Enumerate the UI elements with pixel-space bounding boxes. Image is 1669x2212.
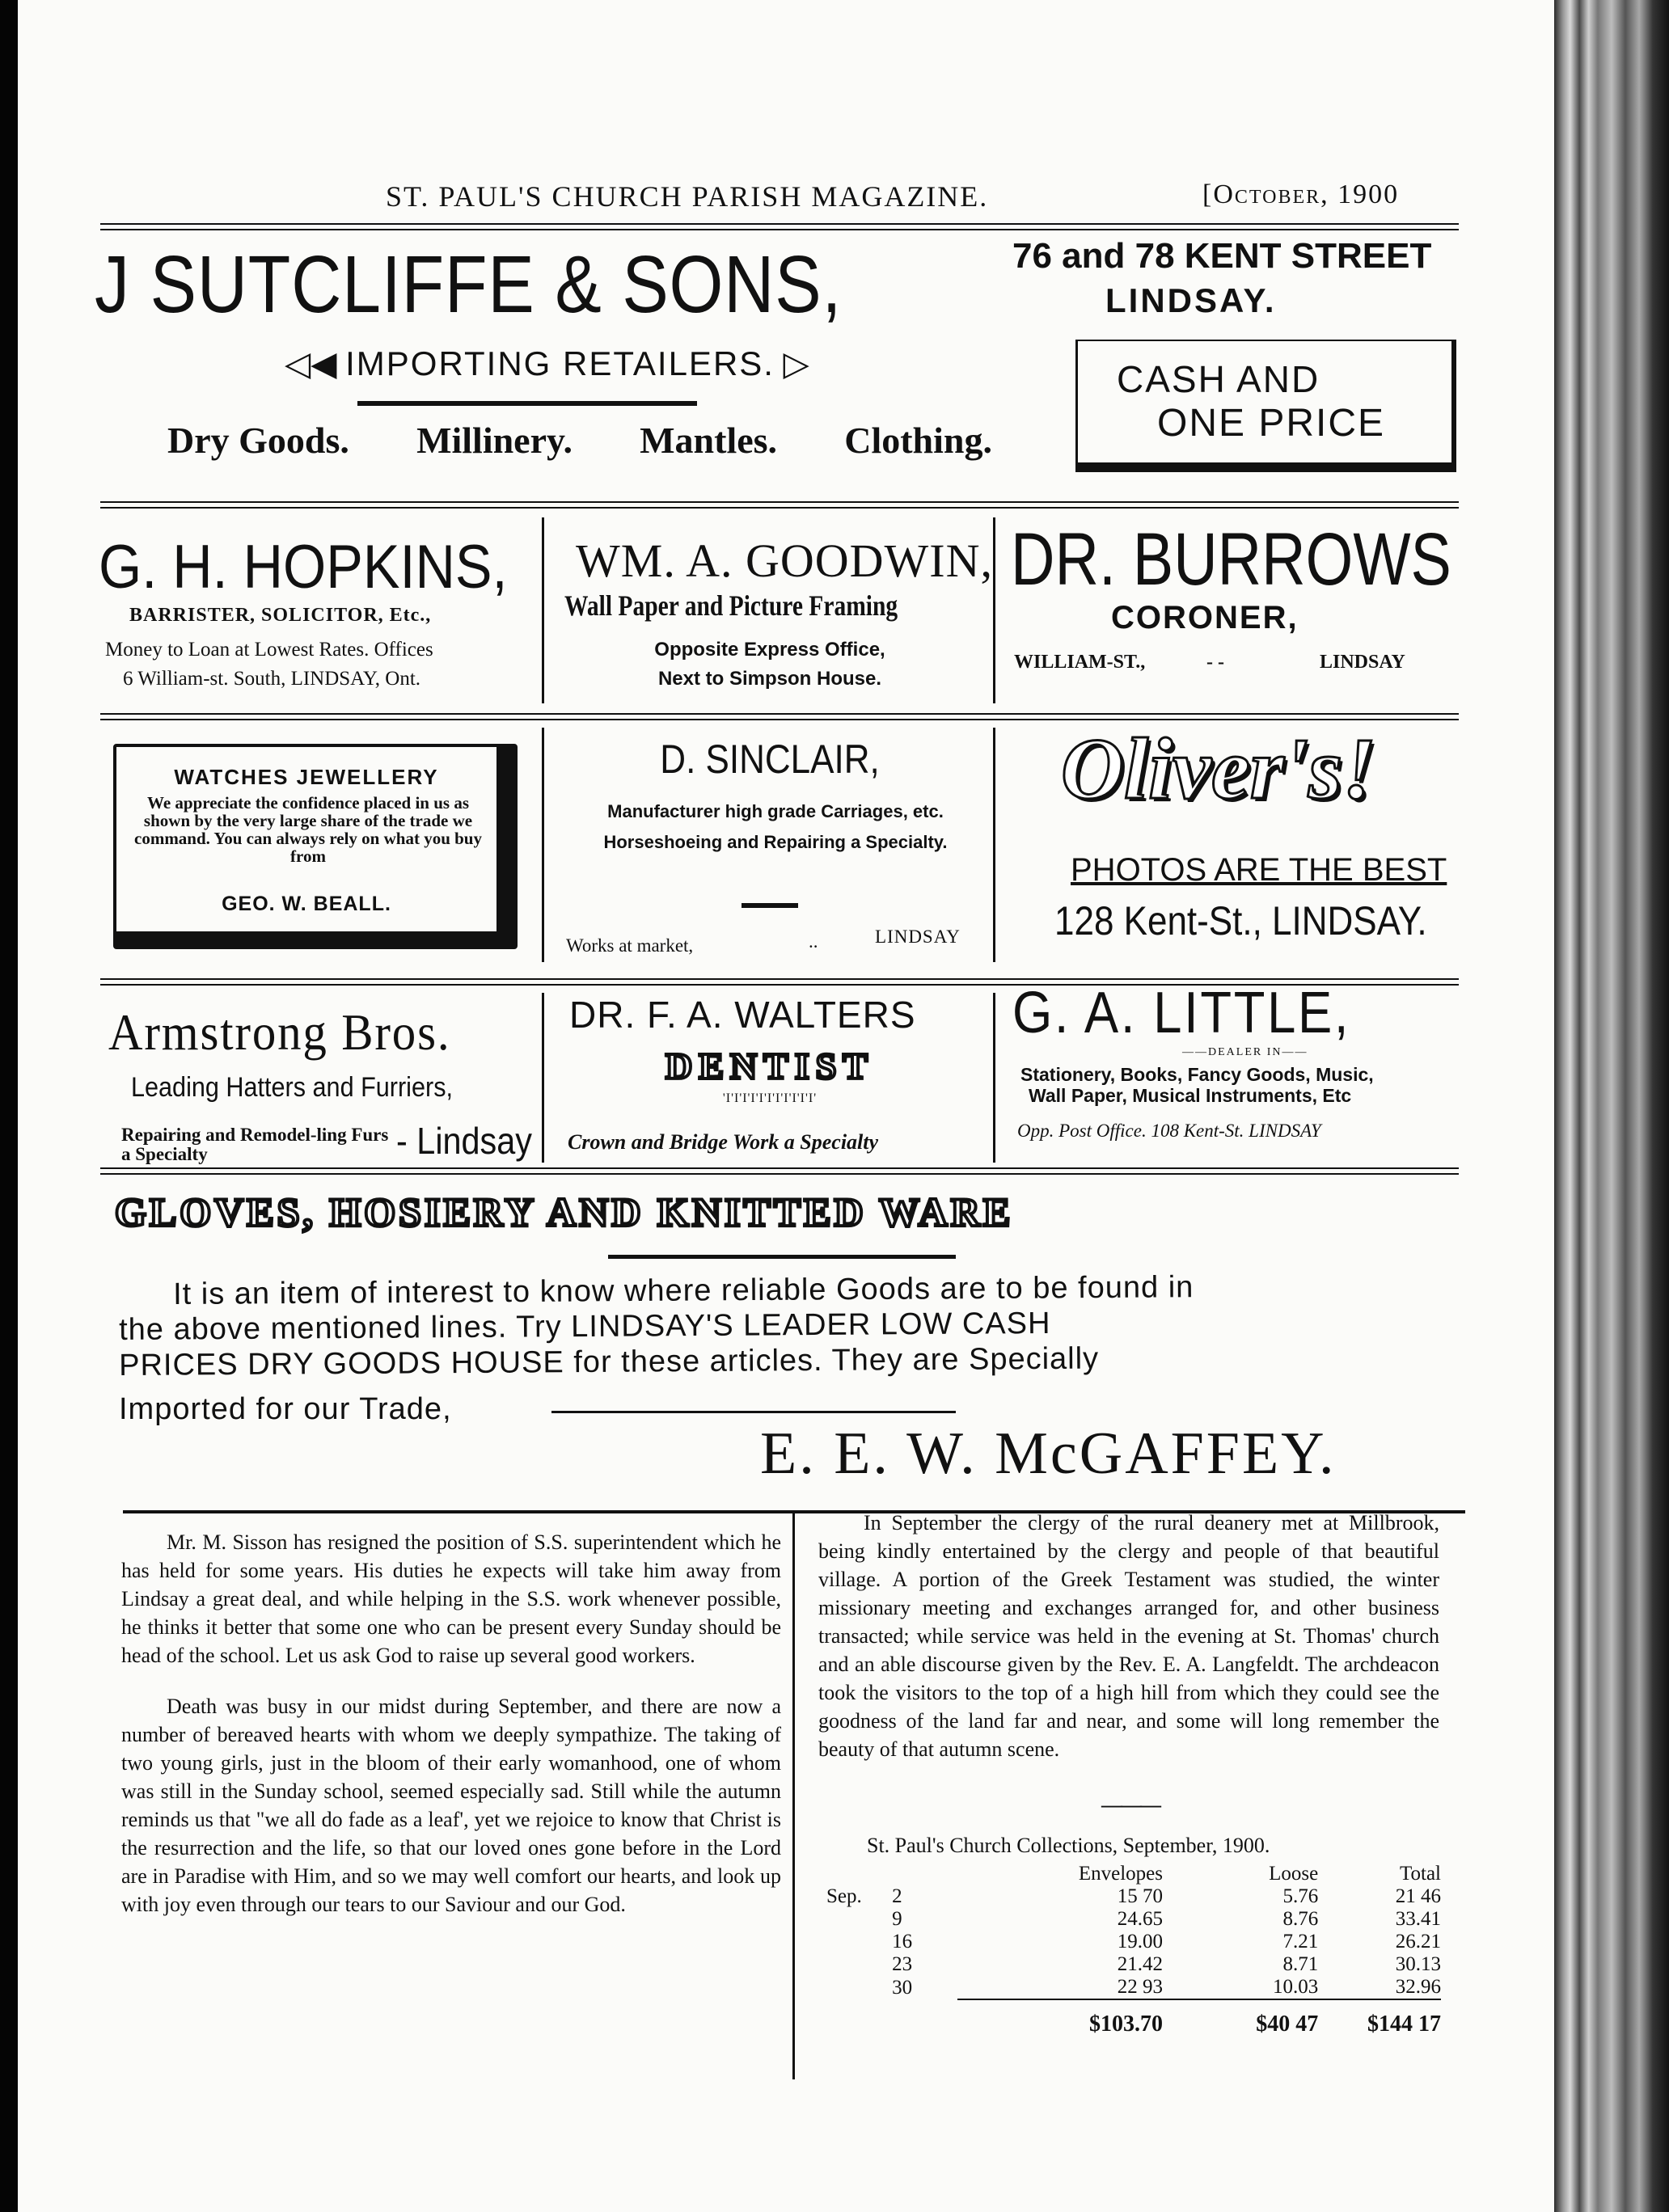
- month-cell: Sep.: [826, 1885, 862, 1907]
- month-cell: [826, 1931, 892, 1953]
- month-cell: [826, 1908, 892, 1931]
- totals-row: [826, 1999, 1441, 2037]
- walters-specialty: Crown and Bridge Work a Specialty: [568, 1130, 879, 1154]
- goodwin-name: WM. A. GOODWIN,: [576, 534, 993, 587]
- col-divider-1b: [993, 517, 995, 703]
- sutcliffe-address-2: LINDSAY.: [1105, 281, 1277, 319]
- header-cell: [826, 1863, 892, 1885]
- table-row: [826, 1976, 1441, 1999]
- beall-heading: WATCHES JEWELLERY: [174, 765, 439, 789]
- hopkins-line-2: 6 William-st. South, LINDSAY, Ont.: [123, 668, 421, 690]
- sinclair-name: D. SINCLAIR,: [660, 737, 880, 782]
- burrows-town: LINDSAY: [1320, 652, 1405, 673]
- sinclair-text: Manufacturer high grade Carriages, etc. Horseshoeing and Repairing a Specialty.: [603, 801, 948, 852]
- header-cell: [892, 1863, 957, 1885]
- cash-one-price-box: [1075, 340, 1456, 472]
- envelopes-cell: 22 93: [957, 1976, 1195, 1999]
- sutcliffe-tagline-row: [285, 344, 809, 384]
- total-cell: 33.41: [1395, 1908, 1441, 1930]
- day-cell: 23: [892, 1953, 913, 1975]
- mcgaffey-heading-rule: [608, 1255, 956, 1259]
- little-dealer: ——DEALER IN——: [1182, 1046, 1308, 1058]
- table-row: [826, 1885, 1441, 1908]
- little-goods-1: Stationery, Books, Fancy Goods, Music,: [1020, 1064, 1374, 1085]
- header-total: Total: [1399, 1863, 1441, 1885]
- sutcliffe-name: J SUTCLIFFE & SONS,: [95, 239, 843, 330]
- hopkins-title: BARRISTER, SOLICITOR, Etc.,: [129, 605, 432, 626]
- loose-cell: 7.21: [1282, 1931, 1319, 1952]
- cash-line: CASH AND: [1117, 358, 1320, 400]
- little-name: G. A. LITTLE,: [1012, 981, 1351, 1045]
- day-cell: 30: [892, 1976, 913, 1999]
- walters-name: DR. F. A. WALTERS: [569, 994, 916, 1036]
- article-left-p2: Death was busy in our midst during September, and there are now a number of bereaved hearts with whom we deeply sympathize. The taking of two young girls, just in the bloom of their early womanhood, one of whom was still in the Sunday school, seemed especially sad. Still while the autumn reminds us that "we all do fade as a leaf', yet we rejoice to know that Christ is the resurrection and the life, so that our loved ones gone before in the Lord are in Paradise with Him, and so we may well comfort our hearts, and look up with joy even through our tears to our Saviour and our God.: [121, 1695, 781, 1916]
- row-rule-4: [100, 1167, 1459, 1175]
- article-right: [818, 1509, 1439, 1786]
- goodwin-trade: Wall Paper and Picture Framing: [564, 589, 898, 622]
- total-cell: 32.96: [1334, 1976, 1441, 1999]
- envelopes-total: $103.70: [1088, 2011, 1163, 2037]
- armstrong-repair: Repairing and Remodel-ling Furs a Specialty: [121, 1125, 389, 1164]
- day-cell: 9: [892, 1908, 902, 1930]
- collections-table: [826, 1863, 1441, 2037]
- department-dry-goods: Dry Goods.: [167, 420, 349, 461]
- table-row: [826, 1908, 1441, 1931]
- loose-cell: 8.71: [1282, 1953, 1319, 1975]
- total-cell: 21 46: [1395, 1885, 1441, 1907]
- loose-cell: 10.03: [1195, 1976, 1334, 1999]
- sutcliffe-tagline: IMPORTING RETAILERS.: [345, 344, 775, 382]
- total-cell: 30.13: [1395, 1953, 1441, 1975]
- left-ornament-icon: ◁◀: [285, 346, 337, 383]
- sinclair-dots: ..: [809, 931, 818, 952]
- article-right-separator: ———: [1101, 1793, 1160, 1817]
- sinclair-town: LINDSAY: [875, 927, 961, 947]
- mcgaffey-line-1: It is an item of interest to know where reliable Goods are to be found in: [173, 1270, 1194, 1311]
- one-price-line: ONE PRICE: [1157, 402, 1386, 445]
- col-divider-2a: [542, 728, 544, 962]
- col-divider-2b: [993, 728, 995, 962]
- envelopes-cell: 15 70: [1117, 1885, 1163, 1907]
- table-row: [826, 1931, 1441, 1953]
- sutcliffe-address-1: 76 and 78 KENT STREET: [1012, 236, 1432, 276]
- table-row: [826, 1953, 1441, 1976]
- hopkins-name: G. H. HOPKINS,: [99, 533, 508, 602]
- burrows-title: CORONER,: [1111, 600, 1299, 635]
- little-address: Opp. Post Office. 108 Kent-St. LINDSAY: [1017, 1121, 1321, 1141]
- month-cell: [826, 1953, 892, 1976]
- book-spine-edge: [1554, 0, 1669, 2212]
- envelopes-cell: 21.42: [1117, 1953, 1163, 1975]
- collections-title: St. Paul's Church Collections, September, 1900.: [867, 1834, 1270, 1857]
- magazine-title: ST. PAUL'S CHURCH PARISH MAGAZINE.: [386, 180, 989, 213]
- walters-ornament: 'I'I'I'I'I'I'I'I'I'I'I': [722, 1091, 818, 1105]
- beall-name: GEO. W. BEALL.: [222, 893, 391, 915]
- envelopes-cell: 24.65: [1117, 1908, 1163, 1930]
- beall-text: We appreciate the confidence placed in us as shown by the very large share of the trade we command. You can always rely on what you buy from: [134, 793, 482, 866]
- sinclair-rule: [742, 903, 798, 908]
- department-mantles: Mantles.: [640, 420, 778, 461]
- department-millinery: Millinery.: [416, 420, 573, 461]
- olivers-line-1: PHOTOS ARE THE BEST: [1071, 852, 1447, 888]
- mcgaffey-line-4-rule: [551, 1411, 956, 1413]
- month-cell: [826, 1976, 892, 1999]
- armstrong-name: Armstrong Bros.: [108, 1003, 451, 1061]
- tagline-rule: [357, 401, 697, 406]
- header-loose: Loose: [1269, 1863, 1319, 1885]
- mcgaffey-line-4: Imported for our Trade,: [119, 1392, 452, 1426]
- sinclair-works: Works at market,: [566, 935, 694, 956]
- article-right-p1: In September the clergy of the rural deanery met at Millbrook, being kindly entertained by the clergy and people of that beautiful village. A portion of the Greek Testament was studied, the winter missionary meeting and exchanges arranged for, and other business transacted; while service was held in the evening at St. Thomas' church and an able discourse given by the Rev. E. A. Langfeldt. The archdeacon took the visitors to the top of a high hill from which they could see the goodness of the land far and near, and some will long remember the beauty of that autumn scene.: [818, 1511, 1439, 1761]
- mcgaffey-name: E. E. W. McGAFFEY.: [760, 1420, 1337, 1487]
- olivers-line-2: 128 Kent-St., LINDSAY.: [1054, 898, 1427, 943]
- article-column-divider: [792, 1513, 795, 2079]
- loose-cell: 5.76: [1282, 1885, 1319, 1907]
- olivers-logo: Oliver's!: [1061, 721, 1376, 817]
- total-cell: 26.21: [1395, 1931, 1441, 1952]
- loose-cell: 8.76: [1282, 1908, 1319, 1930]
- goodwin-line-1: Opposite Express Office,: [654, 639, 885, 661]
- magazine-page: [18, 0, 1554, 2212]
- armstrong-trade: Leading Hatters and Furriers,: [131, 1072, 453, 1103]
- page-left-edge: [0, 0, 18, 2212]
- right-ornament-icon: ▷: [783, 346, 809, 383]
- burrows-name: DR. BURROWS: [1011, 518, 1451, 601]
- goodwin-line-2: Next to Simpson House.: [657, 668, 882, 690]
- little-goods-2: Wall Paper, Musical Instruments, Etc: [1029, 1085, 1352, 1106]
- day-cell: 16: [892, 1931, 913, 1952]
- burrows-dashes: - -: [1206, 652, 1224, 673]
- loose-total: $40 47: [1256, 2011, 1319, 2037]
- little-dealer-label: DEALER IN: [1208, 1046, 1282, 1058]
- article-left: [121, 1528, 781, 1941]
- col-divider-3a: [542, 993, 544, 1163]
- department-clothing: Clothing.: [844, 420, 992, 461]
- issue-date: [October, 1900: [1202, 179, 1400, 209]
- mcgaffey-line-2: the above mentioned lines. Try LINDSAY'S LEADER LOW CASH: [119, 1306, 1051, 1347]
- walters-title: DENTIST: [665, 1045, 874, 1087]
- col-divider-3b: [993, 993, 995, 1163]
- envelopes-cell: 19.00: [1117, 1931, 1163, 1952]
- mcgaffey-line-3: PRICES DRY GOODS HOUSE for these articles. They are Specially: [119, 1341, 1100, 1382]
- header-envelopes: Envelopes: [1078, 1863, 1163, 1885]
- burrows-street: WILLIAM-ST.,: [1014, 652, 1146, 673]
- armstrong-town: - Lindsay: [396, 1120, 532, 1162]
- mcgaffey-heading: GLOVES, HOSIERY AND KNITTED WARE: [115, 1189, 1014, 1235]
- sutcliffe-departments: [167, 419, 992, 462]
- header-rule: [100, 223, 1459, 230]
- row-rule-1: [100, 501, 1459, 509]
- day-cell: 2: [892, 1885, 902, 1907]
- hopkins-line-1: Money to Loan at Lowest Rates. Offices: [105, 639, 433, 661]
- beall-box: [113, 744, 518, 949]
- collections-header-row: [826, 1863, 1441, 1885]
- grand-total: $144 17: [1367, 2011, 1441, 2037]
- article-left-p1: Mr. M. Sisson has resigned the position of S.S. superintendent which he has held for some years. His duties he expects will take him away from Lindsay a great deal, and while helping in the S.S. work whenever possible, he thinks it better that some one who can be present every Sunday should be head of the school. Let us ask God to raise up several good workers.: [121, 1530, 781, 1667]
- col-divider-1a: [542, 517, 544, 703]
